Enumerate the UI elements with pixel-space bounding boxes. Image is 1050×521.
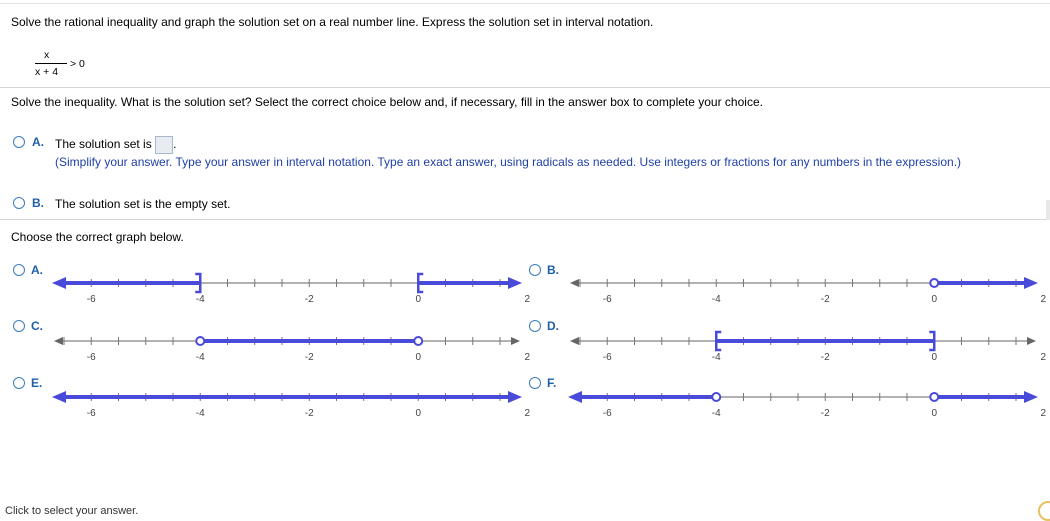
choice-b-text: The solution set is the empty set. (55, 197, 231, 211)
graph-a-letter: A. (31, 263, 43, 277)
choice-a-hint: (Simplify your answer. Type your answer in interval notation. Type an exact answer, using radicals as needed. Use integers or fractions for any numbers in the expression.) (55, 155, 962, 169)
axis-left-arrow (570, 279, 579, 287)
scrollbar-edge[interactable] (1046, 200, 1050, 220)
graph-e-letter: E. (31, 376, 43, 390)
number-line-d (566, 330, 1046, 370)
graph-c-letter: C. (31, 319, 43, 333)
solution-right-arrow (508, 277, 522, 289)
tick-label: -4 (195, 294, 205, 305)
choice-a-text (55, 136, 176, 154)
graph-prompt: Choose the correct graph below. (11, 230, 184, 244)
section-divider (0, 87, 1050, 88)
tick-label: -6 (602, 352, 612, 363)
tick-label: 0 (931, 294, 938, 305)
choice-a-label: The solution set is (55, 137, 152, 152)
section-divider (0, 219, 1050, 220)
fraction-bar (35, 63, 67, 64)
graph-a-radio[interactable] (13, 264, 25, 276)
choice-a-letter: A. (32, 135, 44, 149)
tick-label: 2 (1040, 352, 1047, 363)
graph-c-radio[interactable] (13, 320, 25, 332)
graph-b-letter: B. (547, 263, 559, 277)
tick-label: 0 (931, 352, 938, 363)
graph-b-radio[interactable] (529, 264, 541, 276)
tick-label: -2 (304, 352, 314, 363)
fraction-denominator: x + 4 (35, 66, 59, 78)
tick-label: -6 (86, 294, 96, 305)
end-open-point (414, 337, 422, 345)
number-line-e (50, 386, 530, 426)
tick-label: -4 (195, 408, 205, 419)
number-line-b (566, 272, 1046, 312)
fraction-numerator: x (44, 49, 50, 61)
graph-f-letter: F. (547, 376, 557, 390)
tick-label: -4 (711, 294, 721, 305)
tick-label: -6 (602, 408, 612, 419)
number-line-c (50, 330, 530, 370)
graph-f-radio[interactable] (529, 377, 541, 389)
answer-box[interactable] (155, 136, 173, 154)
tick-label: 2 (1040, 294, 1047, 305)
graph-e-radio[interactable] (13, 377, 25, 389)
choice-a-radio[interactable] (13, 136, 25, 148)
solution-right-arrow (508, 391, 522, 403)
tick-label: -6 (86, 352, 96, 363)
choice-b-letter: B. (32, 196, 44, 210)
tick-label: 0 (931, 408, 938, 419)
solution-right-arrow (1024, 277, 1038, 289)
tick-label: -2 (304, 408, 314, 419)
tick-label: 2 (524, 352, 531, 363)
tick-label: -6 (86, 408, 96, 419)
tick-label: -4 (711, 352, 721, 363)
number-line-a (50, 272, 530, 312)
tick-label: -2 (820, 352, 830, 363)
tick-label: 0 (415, 294, 422, 305)
start-open-point (930, 279, 938, 287)
axis-right-arrow (511, 337, 520, 345)
graph-d-radio[interactable] (529, 320, 541, 332)
solve-prompt: Solve the inequality. What is the solution set? Select the correct choice below and, if necessary, fill in the answer box to complete your choice. (11, 95, 763, 109)
graph-d-letter: D. (547, 319, 559, 333)
tick-label: -2 (304, 294, 314, 305)
tick-label: 2 (1040, 408, 1047, 419)
number-line-f (566, 386, 1046, 426)
tick-label: 0 (415, 352, 422, 363)
footer-text: Click to select your answer. (5, 505, 139, 517)
choice-a-period: . (173, 137, 177, 152)
solution-right-arrow (1024, 391, 1038, 403)
tick-label: -6 (602, 294, 612, 305)
fraction-relation: > 0 (70, 58, 85, 70)
tick-label: 0 (415, 408, 422, 419)
tick-label: -4 (711, 408, 721, 419)
tick-label: -2 (820, 294, 830, 305)
solution-left-arrow (52, 277, 66, 289)
end-open-point (712, 393, 720, 401)
start-open-point (930, 393, 938, 401)
axis-right-arrow (1027, 337, 1036, 345)
axis-left-arrow (570, 337, 579, 345)
axis-left-arrow (54, 337, 63, 345)
solution-left-arrow (52, 391, 66, 403)
top-divider (0, 3, 1050, 4)
tick-label: -2 (820, 408, 830, 419)
help-corner-icon[interactable] (1038, 501, 1050, 521)
tick-label: -4 (195, 352, 205, 363)
solution-left-arrow (568, 391, 582, 403)
start-open-point (196, 337, 204, 345)
problem-instruction: Solve the rational inequality and graph the solution set on a real number line. Express the solution set in interval notation. (11, 15, 654, 29)
tick-label: 2 (524, 408, 531, 419)
choice-b-radio[interactable] (13, 197, 25, 209)
tick-label: 2 (524, 294, 531, 305)
